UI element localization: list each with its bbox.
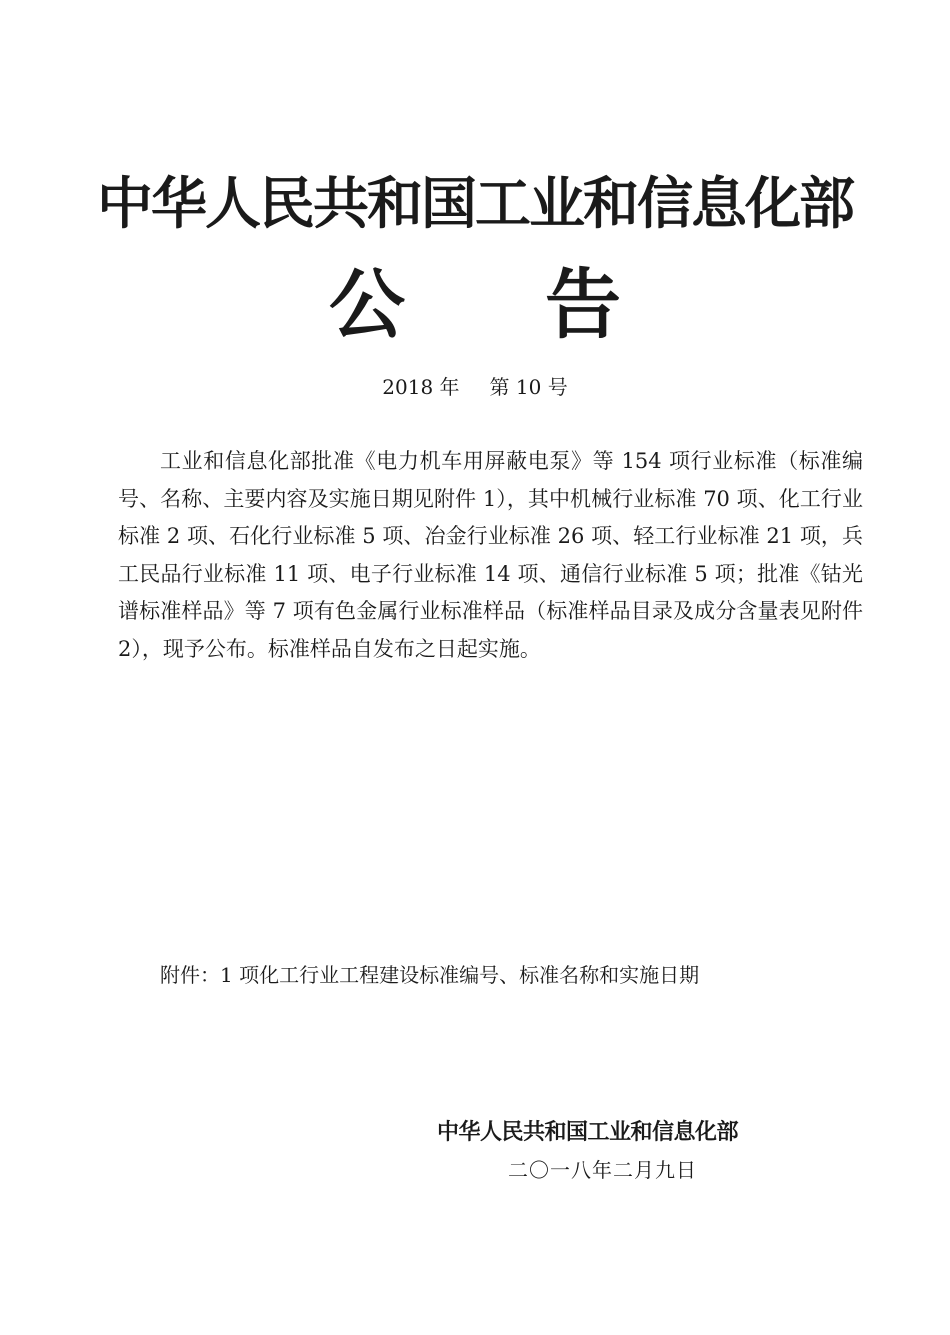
issuing-agency-title: 中华人民共和国工业和信息化部 [97,172,853,237]
document-title [0,260,950,349]
signature-organization: 中华人民共和国工业和信息化部 [437,1120,739,1145]
signature-date: 二〇一八年二月九日 [508,1158,697,1182]
document-number [0,372,950,402]
document-year: 2018 年 [382,375,460,399]
announcement-body: 工业和信息化部批准《电力机车用屏蔽电泵》等 154 项行业标准（标准编号、名称、主要内容及实施日期见附件 1），其中机械行业标准 70 项、化工行业标准 2 项、石化行业标准 5 项、冶金行业标准 26 项、轻工行业标准 21 项，兵工民品行业标准 11 项、电子行业标准 14 项、通信行业标准 5 项；批准《钴光谱标准样品》等 7 项有色金属行业标准样品（标准样品目录及成分含量表见附件 2），现予公布。标准样品自发布之日起实施。 [118,449,863,661]
document-issue-number: 第 10 号 [489,375,568,399]
document-title-char-2: 告 [545,260,621,349]
attachment-note: 附件：1 项化工行业工程建设标准编号、标准名称和实施日期 [160,963,700,987]
document-title-char-1: 公 [329,260,405,349]
